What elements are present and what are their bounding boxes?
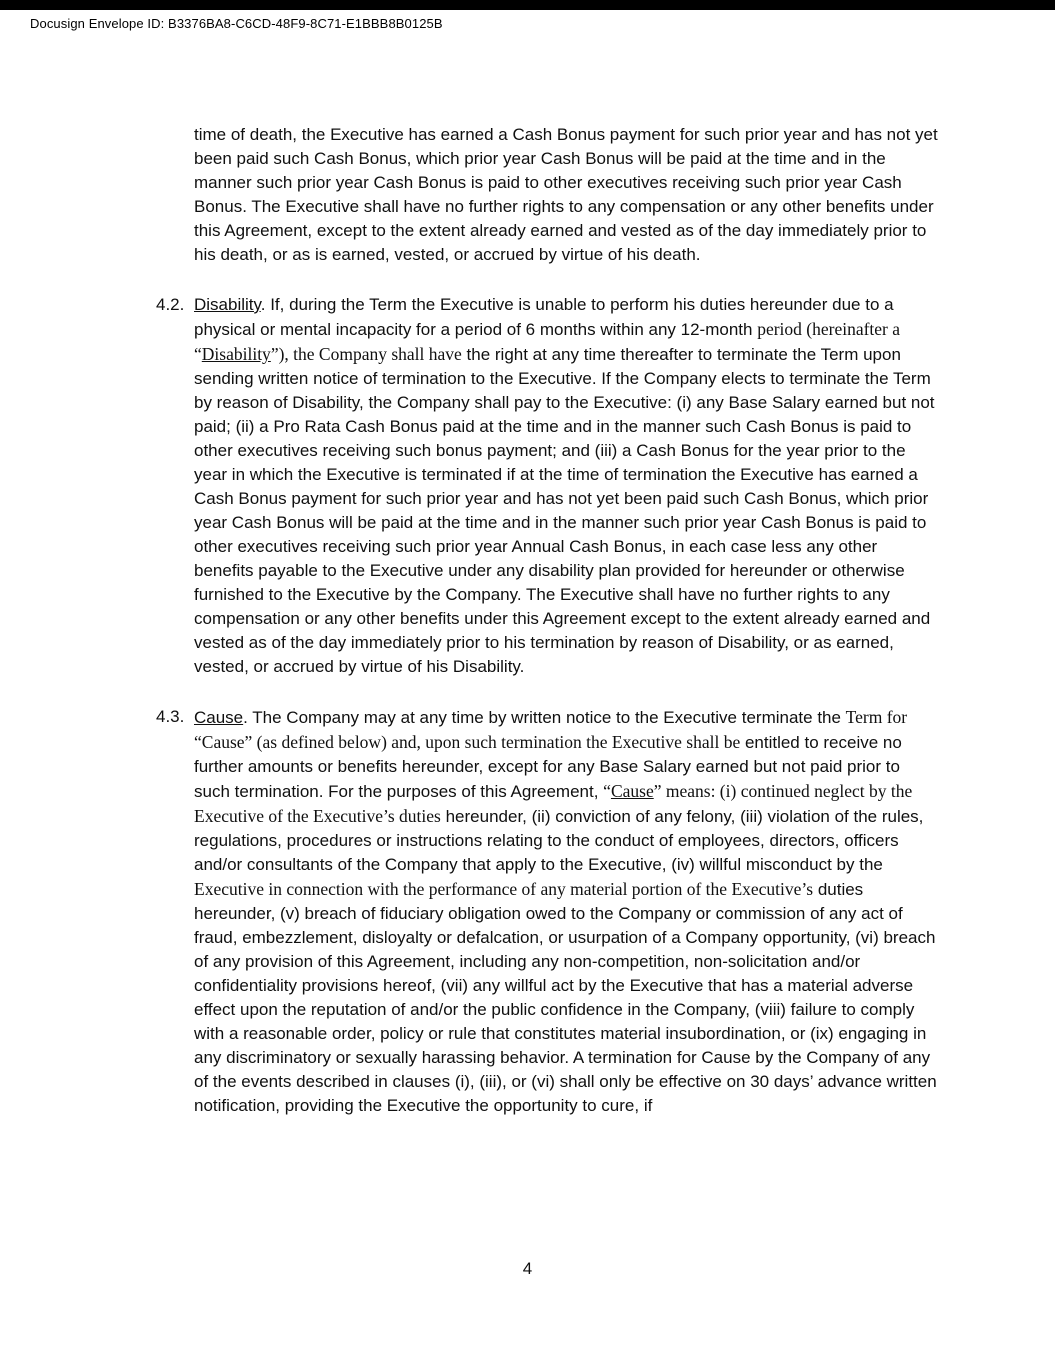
document-body: [156, 123, 938, 1144]
text-segment: ”), the Company shall have: [270, 344, 462, 364]
paragraph-text: [194, 123, 938, 267]
text-segment: Term for “Cause” (as defined below) and, upon such termination the Executive shall be: [194, 707, 908, 752]
docusign-envelope-id: Docusign Envelope ID: B3376BA8-C6CD-48F9-8C71-E1BBB8B0125B: [30, 16, 443, 31]
text-segment: entitled to receive no further amounts or benefits hereunder, except for any Base Salary earned but not paid prior to such termination. For the purposes of this Agreement,: [194, 733, 902, 801]
top-black-bar: [0, 0, 1055, 10]
section-number: 4.2.: [156, 295, 185, 314]
text-segment: time of death, the Executive has earned a Cash Bonus payment for such prior year and has not yet been paid such Cash Bonus, which prior year Cash Bonus will be paid at the time and in the manner such prior year Cash Bonus is paid to other executives receiving such prior year Cash Bonus. The Executive shall have no further rights to any compensation or any other benefits under this Agreement, except to the extent already earned and vested as of the day immediately prior to his death, or as is earned, vested, or accrued by virtue of his death.: [194, 125, 938, 264]
text-segment: the right at any time thereafter to terminate the Term upon sending written notice of termination to the Executive. If the Company elects to terminate the Term by reason of Disability, the Company shall pay to the Executive: (i) any Base Salary earned but not paid; (ii) a Pro Rata Cash Bonus paid at the time and in the manner such Cash Bonus is paid to other executives receiving such bonus payment; and (iii) a Cash Bonus for the year prior to the year in which the Executive is terminated if at the time of termination the Executive has earned a Cash Bonus payment for such prior year and has not yet been paid such Cash Bonus, which prior year Cash Bonus will be paid at the time and in the manner such prior year Cash Bonus is paid to other executives receiving such prior year Annual Cash Bonus, in each case less any other benefits payable to the Executive under any disability plan provided for hereunder or otherwise furnished to the Executive by the Company. The Executive shall have no further rights to any compensation or any other benefits under this Agreement except to the extent already earned and vested as of the day immediately prior to his termination by reason of Disability, or as earned, vested, or accrued by virtue of his Disability.: [194, 345, 935, 676]
text-segment: “: [603, 781, 611, 801]
text-segment: Executive in connection with the performance of any material portion of the Executive’s: [194, 879, 814, 899]
defined-term: Disability: [201, 344, 271, 364]
text-segment: period (hereinafter a “: [194, 319, 901, 364]
text-segment: hereunder, (ii) conviction of any felony, (iii) violation of the rules, regulations, procedures or instructions relating to the conduct of employees, directors, officers and/or consultants of the Company that apply to the Executive, (iv) willful misconduct by the: [194, 807, 924, 874]
defined-term: Cause: [610, 781, 654, 801]
paragraph: [156, 123, 938, 267]
paragraph-text: [194, 705, 938, 1118]
text-segment: . If, during the Term the Executive is unable to perform his duties hereunder due to a physical or mental incapacity for a period of 6 months within any 12-month: [194, 295, 894, 339]
page-number: 4: [522, 1259, 533, 1278]
numbered-paragraph: [156, 705, 938, 1118]
text-segment: . The Company may at any time by written notice to the Executive terminate the: [243, 708, 846, 727]
section-number: 4.3.: [156, 707, 185, 726]
numbered-paragraph: [156, 293, 938, 679]
paragraph-text: [194, 293, 938, 679]
defined-term: Cause: [194, 708, 244, 727]
text-segment: duties hereunder, (v) breach of fiduciary obligation owed to the Company or commission of any act of fraud, embezzlement, disloyalty or defalcation, or usurpation of a Company opportunity, (vi) breach of any provision of this Agreement, including any non-competition, non-solicitation and/or confidentiality provisions hereof, (vii) any willful act by the Executive that has a material adverse effect upon the reputation of and/or the public confidence in the Company, (viii) failure to comply with a reasonable order, policy or rule that constitutes material insubordination, or (ix) engaging in any discriminatory or sexually harassing behavior. A termination for Cause by the Company of any of the events described in clauses (i), (iii), or (vi) shall only be effective on 30 days’ advance written notification, providing the Executive the opportunity to cure, if: [194, 880, 937, 1115]
defined-term: Disability: [194, 295, 261, 314]
text-segment: ” means: (i) continued neglect by the Executive of the Executive’s duties: [194, 781, 913, 826]
